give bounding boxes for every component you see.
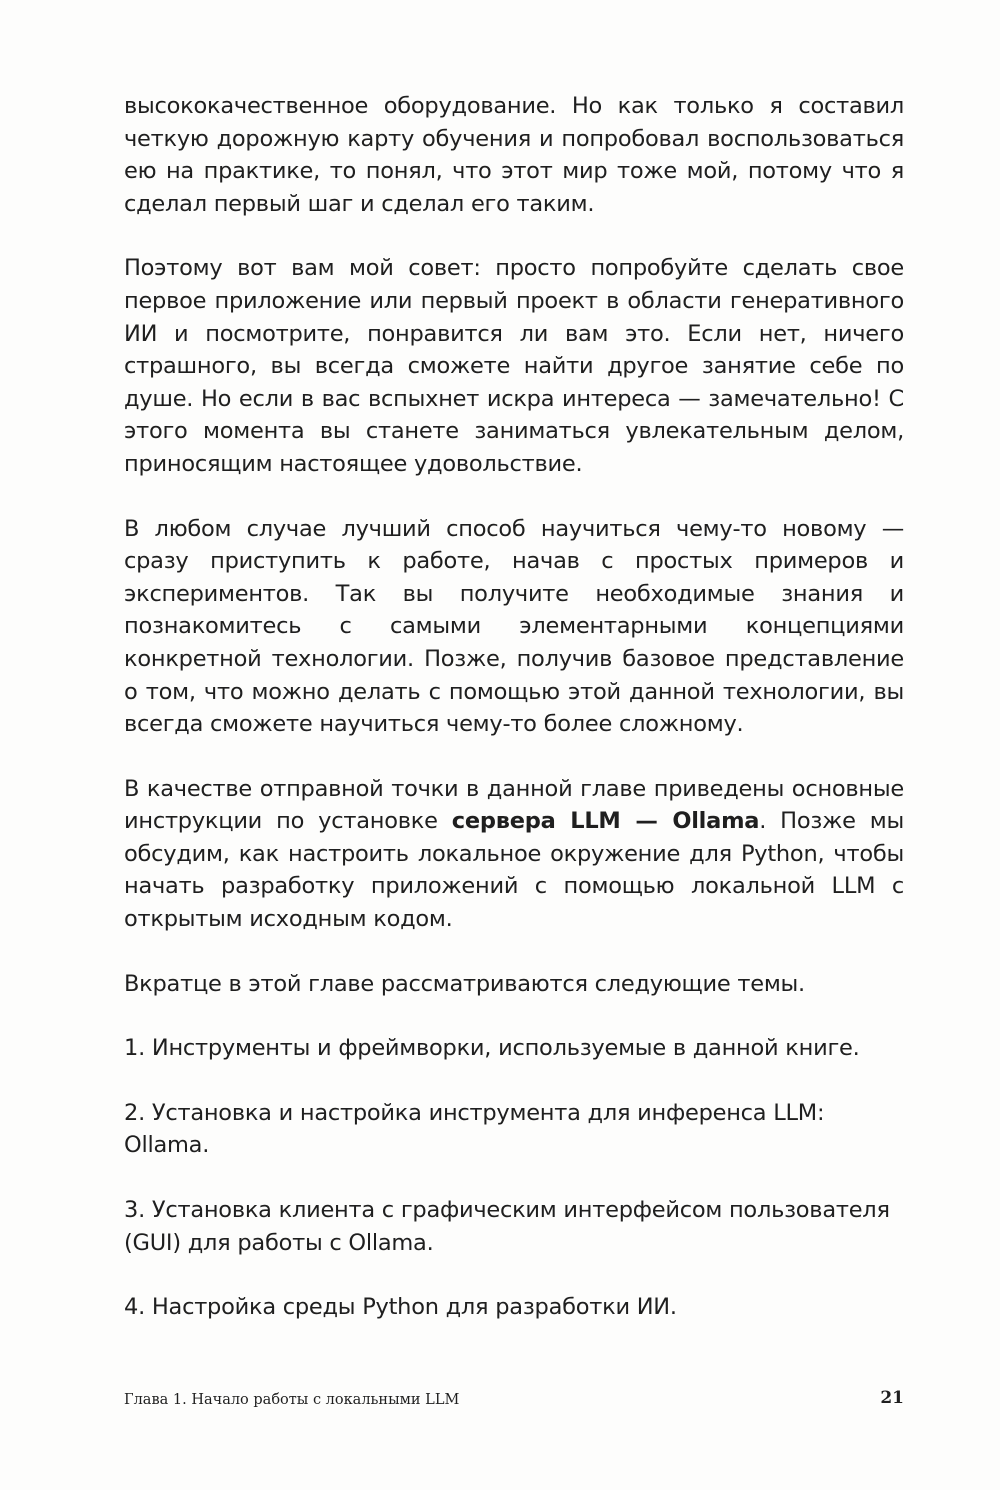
paragraph-2: Поэтому вот вам мой совет: просто попробуйте сделать свое первое приложение или первый проект в области генеративного ИИ и посмотрите, понравится ли вам это. Если нет, ничего страшного, вы всегда сможете найти другое занятие себе по душе. Но если в вас вспыхнет искра интереса — замечательно! С этого момента вы станете заниматься увлекательным делом, приносящим настоящее удовольствие.: [124, 255, 904, 477]
topic-item-2: [124, 1097, 904, 1162]
paragraph-4-after: . Позже мы обсудим, как настроить локальное окружение для Python, чтобы начать разработку приложений с помощью локальной LLM с открытым исходным кодом.: [124, 808, 904, 933]
paragraph-3: В любом случае лучший способ научиться чему-то новому — сразу приступить к работе, начав с простых примеров и экспериментов. Так вы получите необходимые знания и познакомитесь с самыми элементарными концепциями конкретной технологии. Позже, получив базовое представление о том, что можно делать с помощью этой данной технологии, вы всегда сможете научиться чему-то более сложному.: [124, 515, 904, 738]
topic-item-1: [124, 1032, 904, 1065]
page-number: 21: [880, 1388, 904, 1408]
page-footer: [124, 1390, 904, 1414]
topic-text: Установка клиента с графическим интерфейсом пользователя (GUI) для работы с Ollama.: [124, 1197, 890, 1256]
topics-intro: Вкратце в этой главе рассматриваются следующие темы.: [124, 970, 805, 997]
ollama-server-term: сервера LLM — Ollama: [451, 808, 760, 835]
running-head: Глава 1. Начало работы с локальными LLM: [124, 1392, 460, 1408]
topic-text: Инструменты и фреймворки, используемые в данной книге.: [151, 1035, 860, 1062]
topic-number: 2.: [124, 1099, 145, 1126]
topic-text: Установка и настройка инструмента для инференса LLM: Ollama.: [124, 1099, 825, 1159]
topic-number: 1.: [124, 1035, 145, 1062]
paragraph-4: [124, 773, 904, 936]
topic-item-3: [124, 1194, 904, 1259]
topic-number: 4.: [124, 1294, 145, 1321]
page-body: [124, 90, 904, 1356]
topic-item-4: [124, 1291, 904, 1324]
topic-number: 3.: [124, 1197, 145, 1224]
paragraph-1: высококачественное оборудование. Но как только я составил четкую дорожную карту обучения и попробовал воспользоваться ею на практике, то понял, что этот мир тоже мой, потому что я сделал первый шаг и сделал его таким.: [124, 93, 904, 217]
topic-text: Настройка среды Python для разработки ИИ.: [151, 1294, 677, 1321]
paragraph-4-before: В качестве отправной точки в данной главе приведены основные инструкции по установке: [124, 775, 904, 835]
